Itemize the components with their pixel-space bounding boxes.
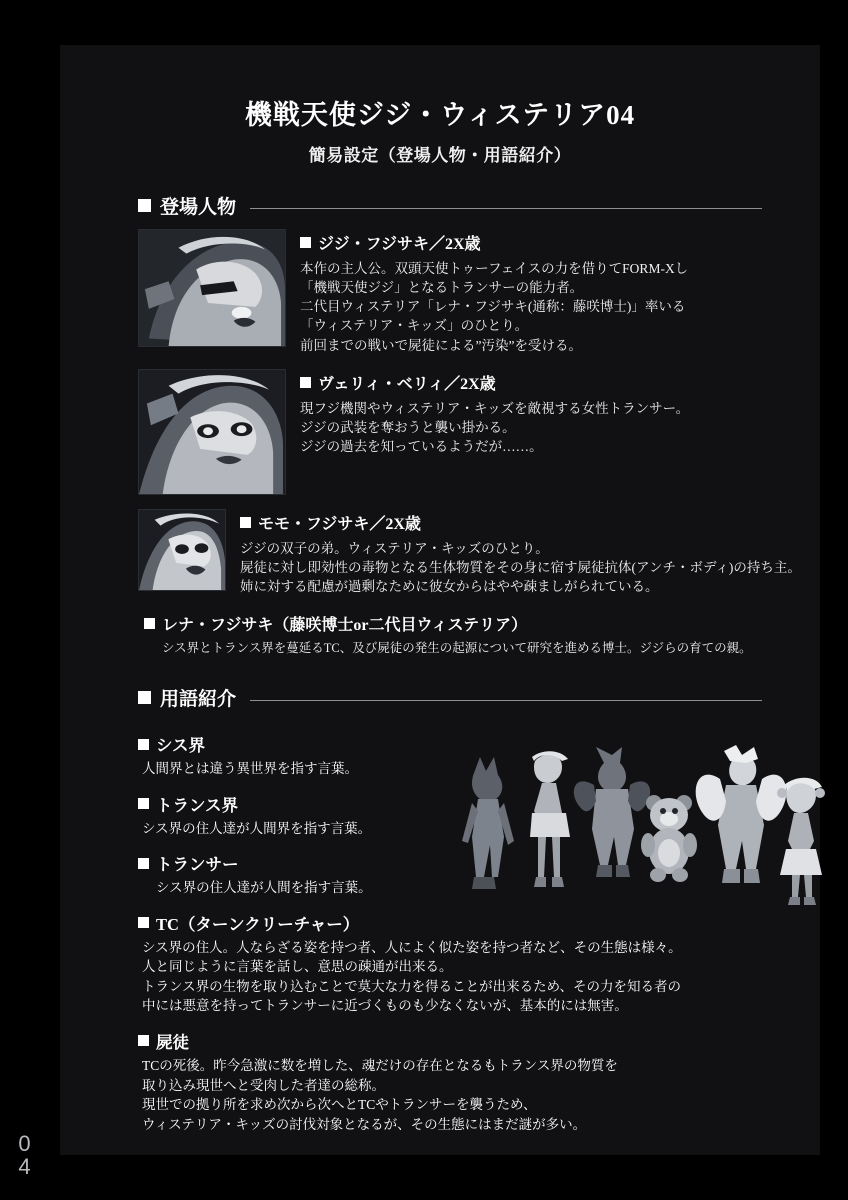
page-number-digit-2: 4 [18, 1153, 32, 1179]
character-entry-rena [138, 610, 762, 658]
glossary-description [138, 759, 762, 779]
portrait-jiji [138, 229, 286, 347]
glossary-term-label: トランサー [156, 855, 239, 875]
square-bullet-icon [138, 858, 149, 869]
character-list [60, 225, 820, 658]
character-description-line: ジジの過去を知っているようだが……。 [300, 439, 543, 455]
glossary-term [138, 851, 762, 875]
page-subtitle: 簡易設定（登場人物・用語紹介） [308, 146, 572, 165]
square-bullet-icon [300, 377, 311, 388]
character-description-line: 本作の主人公。双頭天使トゥーフェイスの力を借りてFORM-Xし [300, 261, 689, 276]
character-description-line: 二代目ウィステリア「レナ・フジサキ(通称：藤咲博士)」率いる [300, 299, 686, 315]
character-text-momo [240, 509, 801, 596]
page-number [12, 1133, 38, 1178]
glossary-description-line: 取り込み現世へと受肉した者達の総称。 [142, 1077, 385, 1093]
square-bullet-icon [144, 618, 155, 629]
portrait-verry-berry [138, 369, 286, 495]
portrait-momo [138, 509, 226, 591]
character-name-label: ヴェリィ・ベリィ／2X歳 [318, 375, 496, 393]
portrait-verry-berry-art [139, 370, 285, 494]
character-entry-momo [138, 509, 801, 596]
character-description-line: 屍徒に対し即効性の毒物となる生体物質をその身に宿す屍徒抗体(アンチ・ボディ)の持ち主。 [240, 559, 801, 575]
glossary-description-line: 人間界とは違う異世界を指す言葉。 [142, 761, 358, 776]
character-description-line: 姉に対する配慮が過剰なために彼女からはやや疎ましがられている。 [240, 579, 659, 595]
square-bullet-icon [138, 798, 149, 809]
character-text-rena [144, 610, 762, 658]
character-text-jiji [300, 229, 762, 355]
character-description-line: ジジの武装を奪おうと襲い掛かる。 [300, 419, 516, 435]
section-heading-characters [60, 192, 820, 219]
section-heading-glossary [60, 684, 820, 711]
character-description-line: 「ウィステリア・キッズ」のひとり。 [300, 318, 529, 334]
square-bullet-icon [138, 691, 151, 704]
character-entry-verry-berry [138, 369, 762, 495]
section-label: 用語紹介 [160, 689, 237, 710]
glossary-description-line: TCの死後。昨今急激に数を増した、魂だけの存在となるもトランス界の物質を [142, 1057, 618, 1073]
character-description-line: シス界とトランス界を蔓延るTC、及び屍徒の発生の起源について研究を進める博士。ジジらの育ての親。 [162, 641, 752, 656]
glossary-description [138, 1056, 762, 1134]
page-number-digit-1: 0 [18, 1131, 32, 1157]
portrait-momo-art [139, 510, 225, 590]
divider [250, 208, 762, 209]
character-description [240, 539, 801, 596]
glossary-description-line: シス界の住人。人ならざる姿を持つ者、人によく似た姿を持つ者など、その生態は様々。 [142, 939, 682, 955]
character-name-label: レナ・フジサキ（藤咲博士or二代目ウィステリア） [162, 617, 528, 635]
divider [250, 700, 762, 701]
glossary-description-line: 中には悪意を持ってトランサーに近づくものも少なくないが、基本的には無害。 [142, 998, 628, 1014]
square-bullet-icon [300, 237, 311, 248]
glossary-description-line: トランス界の生物を取り込むことで莫大な力を得ることが出来るため、その力を知る者の [142, 978, 682, 994]
glossary-description [138, 938, 762, 1016]
glossary-entry-tc [138, 911, 762, 1016]
character-name [300, 371, 762, 394]
character-name-label: ジジ・フジサキ／2X歳 [318, 236, 481, 253]
section-label: 登場人物 [160, 197, 237, 218]
glossary-entry-trans [138, 792, 762, 839]
square-bullet-icon [138, 739, 149, 750]
character-description-line: 「機戦天使ジジ」となるトランサーの能力者。 [300, 280, 584, 296]
square-bullet-icon [240, 517, 251, 528]
glossary-description-line: ウィステリア・キッズの討伐対象となるが、その生態にはまだ謎が多い。 [142, 1116, 587, 1132]
glossary-term [138, 792, 762, 816]
character-description [144, 640, 762, 658]
glossary-term-label: TC（ターンクリーチャー） [156, 914, 360, 934]
glossary-description-line: 人と同じように言葉を話し、意思の疎通が出来る。 [142, 959, 453, 975]
square-bullet-icon [138, 1035, 149, 1046]
glossary-term-label: トランス界 [156, 795, 239, 815]
glossary-term-label: 屍徒 [156, 1032, 189, 1052]
portrait-jiji-art [139, 230, 285, 346]
glossary-description [138, 819, 762, 839]
glossary-term [138, 1029, 762, 1053]
character-description-line: 前回までの戦いで屍徒による”汚染”を受ける。 [300, 337, 582, 353]
character-description [300, 399, 762, 456]
character-entry-jiji [138, 229, 762, 355]
page-title: 機戦天使ジジ・ウィステリア04 [244, 100, 636, 130]
character-description [300, 259, 762, 355]
glossary-entry-transer [138, 851, 762, 898]
glossary-list [60, 717, 820, 1134]
character-name-label: モモ・フジサキ／2X歳 [258, 515, 421, 533]
glossary-description-line: シス界の住人達が人間を指す言葉。 [156, 880, 372, 896]
glossary-term [138, 911, 762, 935]
square-bullet-icon [138, 917, 149, 928]
character-name [144, 612, 762, 635]
glossary-description-line: シス界の住人達が人間界を指す言葉。 [142, 820, 372, 836]
character-name [300, 231, 762, 254]
glossary-entry-sisu [138, 732, 762, 779]
character-name [240, 511, 801, 534]
character-text-verry-berry [300, 369, 762, 456]
document-panel [60, 45, 820, 1155]
square-bullet-icon [138, 199, 151, 212]
glossary-description-line: 現世での拠り所を求め次から次へとTCやトランサーを襲うため、 [142, 1097, 537, 1113]
glossary-term-label: シス界 [156, 736, 206, 755]
glossary-description [138, 878, 762, 898]
character-description-line: 現フジ機関やウィステリア・キッズを敵視する女性トランサー。 [300, 400, 690, 416]
character-description-line: ジジの双子の弟。ウィステリア・キッズのひとり。 [240, 540, 549, 556]
glossary-term [138, 732, 762, 756]
glossary-entry-shito [138, 1029, 762, 1134]
